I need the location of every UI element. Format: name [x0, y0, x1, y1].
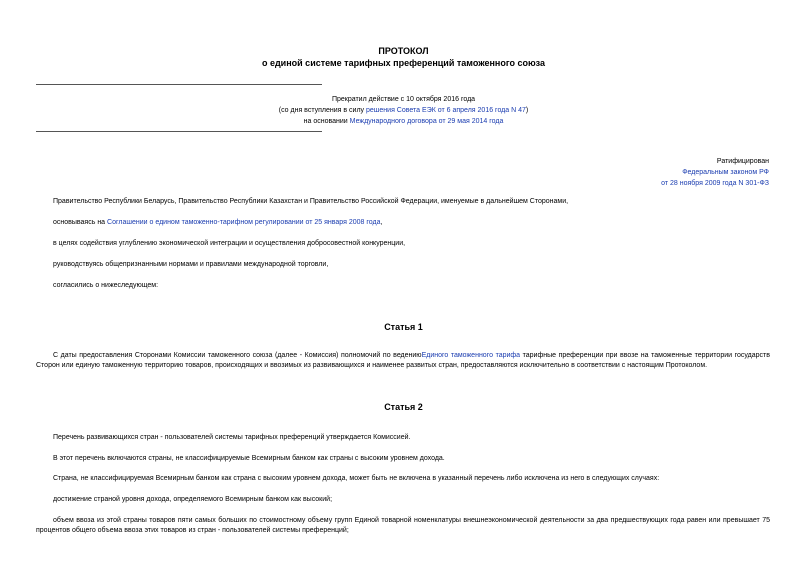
article-1-text-post: тарифные преференции при ввозе на таможенные территории государств Сторон или единую таможенную территорию товаров, происходящих и ввозимых из развивающихся и наименее развитых стран, предоставляются исключительно в соответствии с настоящим Протоколом. [36, 352, 770, 369]
federal-law-date-link[interactable]: от 28 ноября 2009 года N 301-ФЗ [661, 180, 769, 187]
article-2-heading: Статья 2 [384, 402, 423, 412]
agreement-link[interactable]: Соглашении о едином таможенно-тарифном регулировании от 25 января 2008 года [107, 219, 381, 226]
preamble-paragraph-3: в целях содействия углублению экономической интеграции и осуществления добросовестной конкуренции, [53, 240, 406, 247]
treaty-link[interactable]: Международного договора от 29 мая 2014 года [349, 118, 504, 125]
divider-bottom [36, 131, 322, 132]
article-1-text-pre: С даты предоставления Сторонами Комиссии таможенного союза (далее - Комиссия) полномочий по ведению [53, 352, 422, 359]
status-note-line3-pre: на основании [303, 118, 350, 125]
preamble-paragraph-4: руководствуясь общепризнанными нормами и правилами международной торговли, [53, 261, 329, 268]
ratification-date-link[interactable] [661, 178, 769, 189]
article-2-paragraph-3: Страна, не классифицируемая Всемирным банком как страна с высоким уровнем дохода, может быть не включена в указанный перечень либо исключена из него в следующих случаях: [53, 475, 660, 482]
status-note-line1: Прекратил действие с 10 октября 2016 года [331, 96, 476, 103]
document-title: ПРОТОКОЛ [378, 46, 429, 56]
preamble-paragraph-1: Правительство Республики Беларусь, Правительство Республики Казахстан и Правительство Российской Федерации, именуемые в дальнейшем Сторонами, [53, 198, 569, 205]
preamble-paragraph-2 [53, 218, 382, 228]
federal-law-link[interactable]: Федеральным законом РФ [682, 169, 769, 176]
status-note-line2-pre: (со дня вступления в силу [278, 107, 366, 114]
preamble-paragraph-5: согласились о нижеследующем: [53, 282, 159, 289]
status-note-line2 [0, 105, 807, 116]
ratification-label: Ратифицирован [716, 158, 769, 165]
status-note-line2-post: ) [525, 107, 529, 114]
status-note-line3 [0, 116, 807, 127]
article-2-paragraph-4: достижение страной уровня дохода, определяемого Всемирным банком как высокий; [53, 496, 333, 503]
preamble-p2-post: , [380, 219, 383, 226]
customs-tariff-link[interactable]: Единого таможенного тарифа [421, 352, 521, 359]
document-subtitle: о единой системе тарифных преференций таможенного союза [261, 58, 546, 68]
article-2-paragraph-1: Перечень развивающихся стран - пользователей системы тарифных преференций утверждается Комиссией. [53, 434, 411, 441]
divider-top [36, 84, 322, 85]
article-2-paragraph-5: объем ввоза из этой страны товаров пяти самых больших по стоимостному объему групп Единой товарной номенклатуры внешнеэкономической деятельности за два предшествующих года равен или превышает 75 процентов общего объема ввоза этих товаров из стран - пользователей системы преференций; [36, 517, 770, 534]
ratification-law-link[interactable] [682, 167, 769, 178]
decision-link[interactable]: решения Совета ЕЭК от 6 апреля 2016 года N 47 [366, 107, 526, 114]
article-1-heading: Статья 1 [384, 322, 423, 332]
article-1-text [36, 351, 770, 371]
article-2-paragraph-2: В этот перечень включаются страны, не классифицируемые Всемирным банком как страны с высоким уровнем дохода. [53, 455, 445, 462]
preamble-p2-pre: основываясь на [53, 219, 108, 226]
